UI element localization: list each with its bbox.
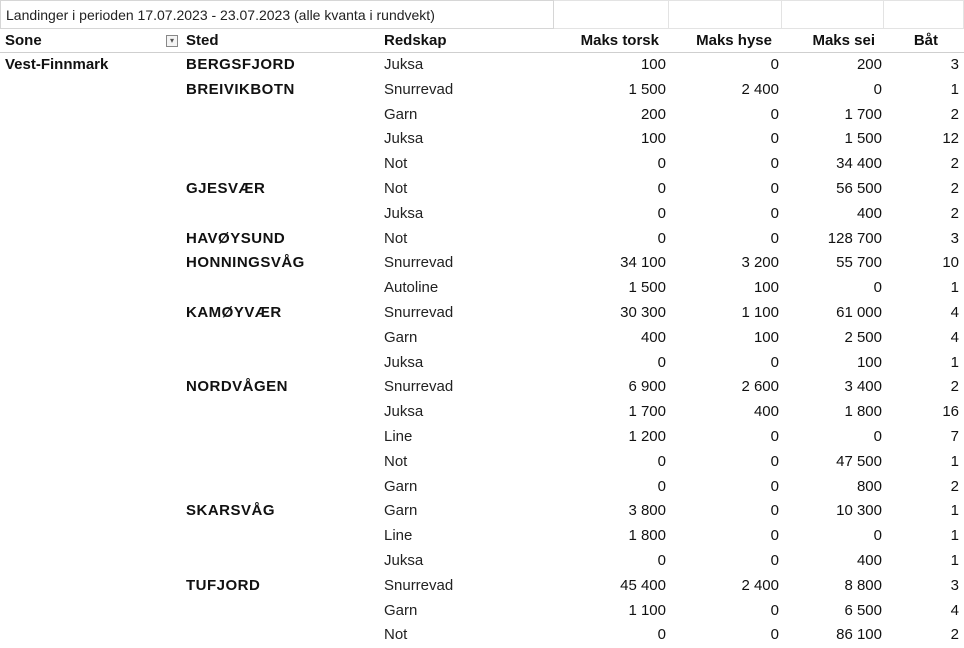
cell-redskap: Juksa [384,403,424,421]
cell-redskap: Not [384,229,408,247]
cell-maks-torsk: 1 700 [628,403,666,421]
cell-sted: NORDVÅGEN [186,378,289,396]
cell-maks-hyse: 0 [770,105,779,123]
filter-icon[interactable]: ▾ [166,35,178,47]
cell-sted: TUFJORD [186,576,261,594]
table-row [0,599,964,624]
table-row [0,499,964,524]
cell-maks-sei: 100 [856,353,882,371]
cell-maks-hyse: 0 [770,353,779,371]
cell-maks-sei: 8 800 [844,576,882,594]
cell-maks-sei: 0 [873,80,882,98]
cell-maks-torsk: 6 900 [628,378,666,396]
table-row [0,152,964,177]
cell-maks-torsk: 100 [640,130,666,148]
cell-sted: BERGSFJORD [186,56,296,73]
cell-maks-sei: 0 [873,427,882,445]
cell-redskap: Line [384,427,413,445]
cell-bat: 1 [950,80,959,98]
cell-redskap: Juksa [384,56,424,73]
table-title: Landinger i perioden 17.07.2023 - 23.07.2023 (alle kvanta i rundvekt) [0,0,554,29]
cell-maks-torsk: 1 500 [628,279,666,297]
cell-maks-torsk: 0 [657,179,666,197]
cell-redskap: Not [384,155,408,173]
cell-bat: 2 [950,204,959,222]
cell-maks-torsk: 45 400 [620,576,666,594]
cell-maks-sei: 1 700 [844,105,882,123]
cell-maks-sei: 0 [873,527,882,545]
cell-redskap: Snurrevad [384,254,454,272]
cell-maks-torsk: 1 100 [628,601,666,619]
cell-redskap: Snurrevad [384,576,454,594]
cell-redskap: Garn [384,502,418,520]
cell-redskap: Garn [384,105,418,123]
table-row [0,450,964,475]
table-row [0,53,964,78]
cell-sted: HONNINGSVÅG [186,254,305,272]
cell-sted: HAVØYSUND [186,229,286,247]
cell-maks-hyse: 0 [770,130,779,148]
cell-redskap: Juksa [384,353,424,371]
cell-maks-sei: 3 400 [844,378,882,396]
cell-maks-hyse: 1 100 [741,303,779,321]
cell-bat: 1 [950,502,959,520]
cell-bat: 1 [950,452,959,470]
header-bat[interactable]: Båt [913,32,938,49]
cell-maks-hyse: 0 [770,179,779,197]
cell-maks-sei: 400 [856,551,882,569]
cell-maks-hyse: 100 [753,328,779,346]
table-row [0,276,964,301]
cell-maks-torsk: 34 100 [620,254,666,272]
cell-maks-sei: 1 500 [844,130,882,148]
cell-bat: 2 [950,477,959,495]
cell-sone: Vest-Finnmark [5,56,109,73]
cell-maks-torsk: 0 [657,229,666,247]
cell-maks-hyse: 0 [770,527,779,545]
cell-redskap: Autoline [384,279,439,297]
table-row [0,351,964,376]
cell-bat: 2 [950,378,959,396]
cell-bat: 2 [950,105,959,123]
cell-maks-hyse: 3 200 [741,254,779,272]
table-row [0,623,964,648]
cell-maks-torsk: 0 [657,155,666,173]
cell-redskap: Snurrevad [384,80,454,98]
header-redskap[interactable]: Redskap [384,32,447,49]
cell-maks-hyse: 0 [770,452,779,470]
cell-maks-hyse: 0 [770,477,779,495]
table-row [0,177,964,202]
cell-maks-torsk: 0 [657,353,666,371]
table-row [0,202,964,227]
cell-bat: 1 [950,527,959,545]
header-maks-hyse[interactable]: Maks hyse [696,32,772,49]
cell-maks-sei: 6 500 [844,601,882,619]
cell-redskap: Not [384,452,408,470]
cell-bat: 3 [950,576,959,594]
cell-bat: 1 [950,279,959,297]
cell-bat: 3 [950,56,959,73]
table-row [0,524,964,549]
cell-bat: 12 [942,130,959,148]
cell-maks-hyse: 0 [770,155,779,173]
cell-maks-hyse: 0 [770,229,779,247]
cell-bat: 16 [942,403,959,421]
table-row [0,475,964,500]
cell-maks-torsk: 400 [640,328,666,346]
cell-maks-hyse: 0 [770,626,779,644]
table-row [0,251,964,276]
table-row [0,127,964,152]
cell-maks-torsk: 1 800 [628,527,666,545]
header-maks-sei[interactable]: Maks sei [812,32,875,49]
cell-maks-hyse: 0 [770,502,779,520]
empty-cell [669,0,782,29]
cell-maks-sei: 2 500 [844,328,882,346]
cell-bat: 2 [950,179,959,197]
cell-bat: 1 [950,353,959,371]
cell-redskap: Juksa [384,130,424,148]
table-row [0,227,964,252]
cell-redskap: Juksa [384,204,424,222]
cell-redskap: Garn [384,477,418,495]
cell-redskap: Juksa [384,551,424,569]
header-maks-torsk[interactable]: Maks torsk [580,32,659,49]
cell-maks-sei: 47 500 [836,452,882,470]
cell-bat: 1 [950,551,959,569]
cell-maks-sei: 200 [856,56,882,73]
title-bar [0,0,964,30]
cell-sted: GJESVÆR [186,179,266,197]
cell-maks-sei: 0 [873,279,882,297]
table-row [0,574,964,599]
cell-maks-hyse: 400 [753,403,779,421]
cell-maks-hyse: 0 [770,56,779,73]
table-row [0,326,964,351]
cell-sted: BREIVIKBOTN [186,80,295,98]
cell-maks-hyse: 0 [770,551,779,569]
cell-maks-hyse: 0 [770,427,779,445]
empty-cell [554,0,669,29]
cell-maks-sei: 55 700 [836,254,882,272]
cell-maks-torsk: 0 [657,551,666,569]
cell-maks-sei: 61 000 [836,303,882,321]
cell-maks-hyse: 0 [770,204,779,222]
cell-maks-sei: 56 500 [836,179,882,197]
empty-cell [884,0,964,29]
cell-maks-sei: 400 [856,204,882,222]
cell-maks-torsk: 0 [657,204,666,222]
cell-bat: 10 [942,254,959,272]
cell-maks-hyse: 2 400 [741,80,779,98]
cell-maks-torsk: 100 [640,56,666,73]
cell-bat: 2 [950,626,959,644]
cell-redskap: Snurrevad [384,378,454,396]
table-row [0,301,964,326]
cell-maks-hyse: 0 [770,601,779,619]
cell-maks-torsk: 0 [657,477,666,495]
cell-redskap: Snurrevad [384,303,454,321]
cell-bat: 4 [950,328,959,346]
cell-bat: 4 [950,303,959,321]
table-row [0,400,964,425]
table-row [0,425,964,450]
cell-redskap: Not [384,626,408,644]
cell-bat: 7 [950,427,959,445]
cell-maks-torsk: 200 [640,105,666,123]
cell-maks-torsk: 1 500 [628,80,666,98]
cell-redskap: Line [384,527,413,545]
cell-maks-hyse: 2 400 [741,576,779,594]
table-row [0,78,964,103]
cell-bat: 2 [950,155,959,173]
table-row [0,375,964,400]
cell-maks-sei: 86 100 [836,626,882,644]
cell-bat: 3 [950,229,959,247]
cell-maks-hyse: 100 [753,279,779,297]
header-sted[interactable]: Sted [186,32,219,49]
table-header [0,30,964,53]
table-body [0,53,964,648]
cell-maks-torsk: 1 200 [628,427,666,445]
cell-maks-torsk: 30 300 [620,303,666,321]
cell-maks-torsk: 0 [657,626,666,644]
empty-cell [782,0,884,29]
cell-maks-torsk: 0 [657,452,666,470]
cell-redskap: Garn [384,328,418,346]
cell-maks-sei: 128 700 [827,229,882,247]
cell-sted: SKARSVÅG [186,502,276,520]
cell-maks-hyse: 2 600 [741,378,779,396]
header-sone[interactable]: Sone [5,32,42,49]
cell-maks-torsk: 3 800 [628,502,666,520]
table-row [0,549,964,574]
table-row [0,103,964,128]
cell-sted: KAMØYVÆR [186,303,282,321]
cell-redskap: Not [384,179,408,197]
cell-maks-sei: 800 [856,477,882,495]
cell-redskap: Garn [384,601,418,619]
cell-maks-sei: 1 800 [844,403,882,421]
cell-maks-sei: 34 400 [836,155,882,173]
cell-maks-sei: 10 300 [836,502,882,520]
cell-bat: 4 [950,601,959,619]
